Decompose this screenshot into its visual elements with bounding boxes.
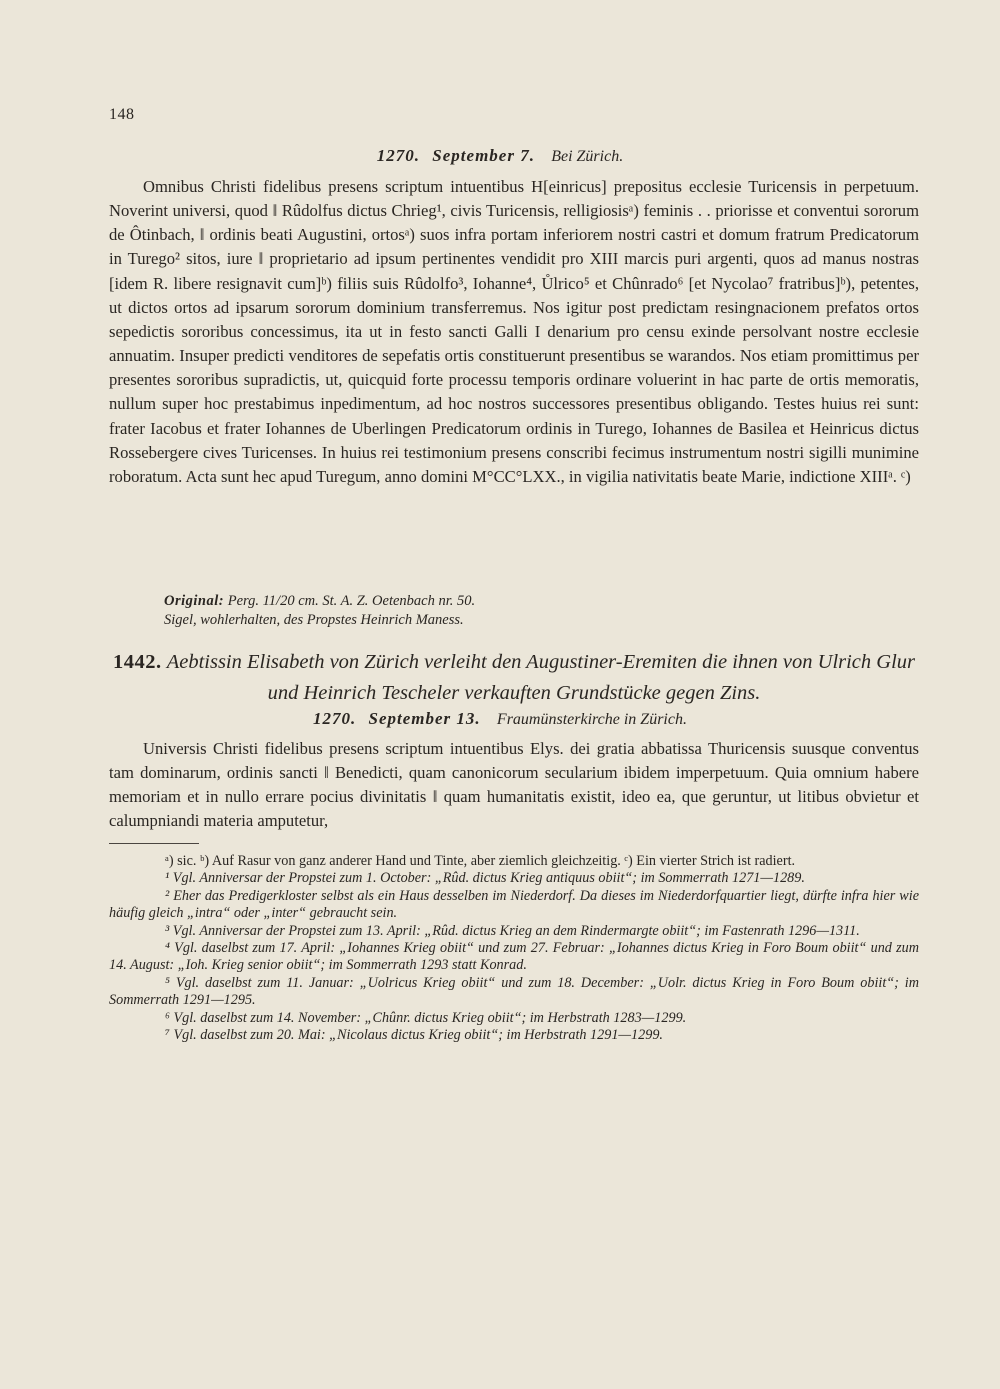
seal-line: Sigel, wohlerhalten, des Propstes Heinrich Maness. [164, 612, 464, 628]
document-title: Aebtissin Elisabeth von Zürich verleiht den Augustiner-Eremiten die ihnen von Ulrich Glur und Heinrich Tescheler verkauften Grundstücke gegen Zins. [166, 651, 916, 704]
source-note [164, 592, 904, 630]
document-heading [109, 647, 919, 709]
footnote: ⁶ Vgl. daselbst zum 14. November: „Chûnr. dictus Krieg obiit“; im Herbstrath 1283—1299. [165, 1009, 687, 1026]
footnote: ⁷ Vgl. daselbst zum 20. Mai: „Nicolaus dictus Krieg obiit“; im Herbstrath 1291—1299. [165, 1027, 663, 1044]
date-year: 1270. [376, 146, 421, 165]
document-text-2: Universis Christi fidelibus presens scriptum intuentibus Elys. dei gratia abbatissa Thuricensis suusque conventus tam dominarum, ordinis sancti ‖ Benedicti, quam canonicorum secularium ibidem imperpetuum. Quia omnium habere memoriam et in nullo errare pocius divinitatis ‖ quam humanitatis existit, ideo ea, que geruntur, ut litibus obvietur et calumpniandi materia amputetur, [109, 739, 919, 831]
footnote: ³ Vgl. Anniversar der Propstei zum 13. April: „Rûd. dictus Krieg an dem Rindermargte obiit“; im Fastenrath 1296—1311. [165, 922, 860, 939]
date-place-2: Fraumünsterkirche in Zürich. [496, 711, 687, 728]
document-dateline-2 [0, 709, 1000, 729]
footnote: ¹ Vgl. Anniversar der Propstei zum 1. October: „Rûd. dictus Krieg antiquus obiit“; im Sommerrath 1271—1289. [165, 870, 805, 887]
footnote-rule [109, 843, 199, 844]
footnote: ⁴ Vgl. daselbst zum 17. April: „Iohannes Krieg obiit“ und zum 27. Februar: „Iohannes dictus Krieg in Foro Boum obiit“ und zum 14. August: „Ioh. Krieg senior obiit“; im Sommerrath 1293 statt Konrad. [109, 940, 919, 974]
footnote: ᵃ) sic. ᵇ) Auf Rasur von ganz anderer Hand und Tinte, aber ziemlich gleichzeitig. ᶜ) Ein vierter Strich ist radiert. [165, 853, 796, 869]
date-month-2: September 13. [368, 709, 481, 728]
document-body [109, 175, 919, 489]
date-place: Bei Zürich. [551, 148, 624, 165]
page-number: 148 [109, 106, 135, 123]
source-label: Original: [164, 593, 225, 609]
footnotes [109, 853, 919, 1044]
document-dateline [0, 146, 1000, 166]
document-text: Omnibus Christi fidelibus presens scriptum intuentibus H[einricus] prepositus ecclesie Turicensis in perpetuum. Noverint universi, quod ‖ Rûdolfus dictus Chrieg¹, civis Turicensis, relligiosisᵃ) feminis . . priorisse et conventui sororum de Ôtinbach, ‖ ordinis beati Augustini, ortosᵃ) suos infra portam inferiorem nostri castri et domum fratrum Predicatorum in Turego² sitos, iure ‖ proprietario ad ipsum pertinentes vendidit pro XIII marcis puri argenti, quos ad manus nostras [idem R. libere resignavit cum]ᵇ) filiis suis Rûdolfo³, Iohanne⁴, Ůlrico⁵ et Chûnrado⁶ [et Nycolao⁷ fratribus]ᵇ), petentes, ut dictos ortos ad ipsarum sororum dominium transferremus. Nos igitur post predictam resingnacionem prefatos ortos sepedictis sororibus concessimus, ita ut in festo sancti Galli I denarium pro censu exinde persolvant nostre ecclesie annuatim. Insuper predicti venditores de sepefatis ortis constituerunt presentibus se warandos. Nos etiam promittimus per presentes sororibus supradictis, ut, quicquid forte processu temporis ordinare voluerint in hac parte de ortis memoratis, nullum super hoc prestabimus inpedimentum, ad hoc nostros successores presentibus obligando. Testes huius rei sunt: frater Iacobus et frater Iohannes de Uberlingen Predicatorum ordinis in Turego, Iohannes de Basilea et Heinricus dictus Rossebergere cives Turicenses. In huius rei testimonium presens conscribi fecimus instrumentum nostri sigilli munimine roboratum. Acta sunt hec apud Turegum, anno domini M°CC°LXX., in vigilia nativitatis beate Marie, indictione XIIIᵃ. ᶜ) [109, 177, 919, 486]
footnote: ² Eher das Predigerkloster selbst als ein Haus desselben im Niederdorf. Da dieses im Niederdorfquartier liegt, dürfte infra hier wie häufig gleich „intra“ oder „inter“ gebraucht sein. [109, 887, 919, 922]
document-number: 1442. [112, 651, 162, 673]
document-body-2 [109, 737, 919, 834]
footnote: ⁵ Vgl. daselbst zum 11. Januar: „Uolricus Krieg obiit“ und zum 18. December: „Uolr. dictus Krieg in Foro Boum obiit“; im Sommerrath 1291—1295. [109, 974, 919, 1009]
source-line [164, 592, 904, 611]
date-year-2: 1270. [313, 709, 357, 728]
date-month: September 7. [432, 146, 535, 165]
source-text: Perg. 11/20 cm. St. A. Z. Oetenbach nr. 50. [227, 593, 476, 609]
